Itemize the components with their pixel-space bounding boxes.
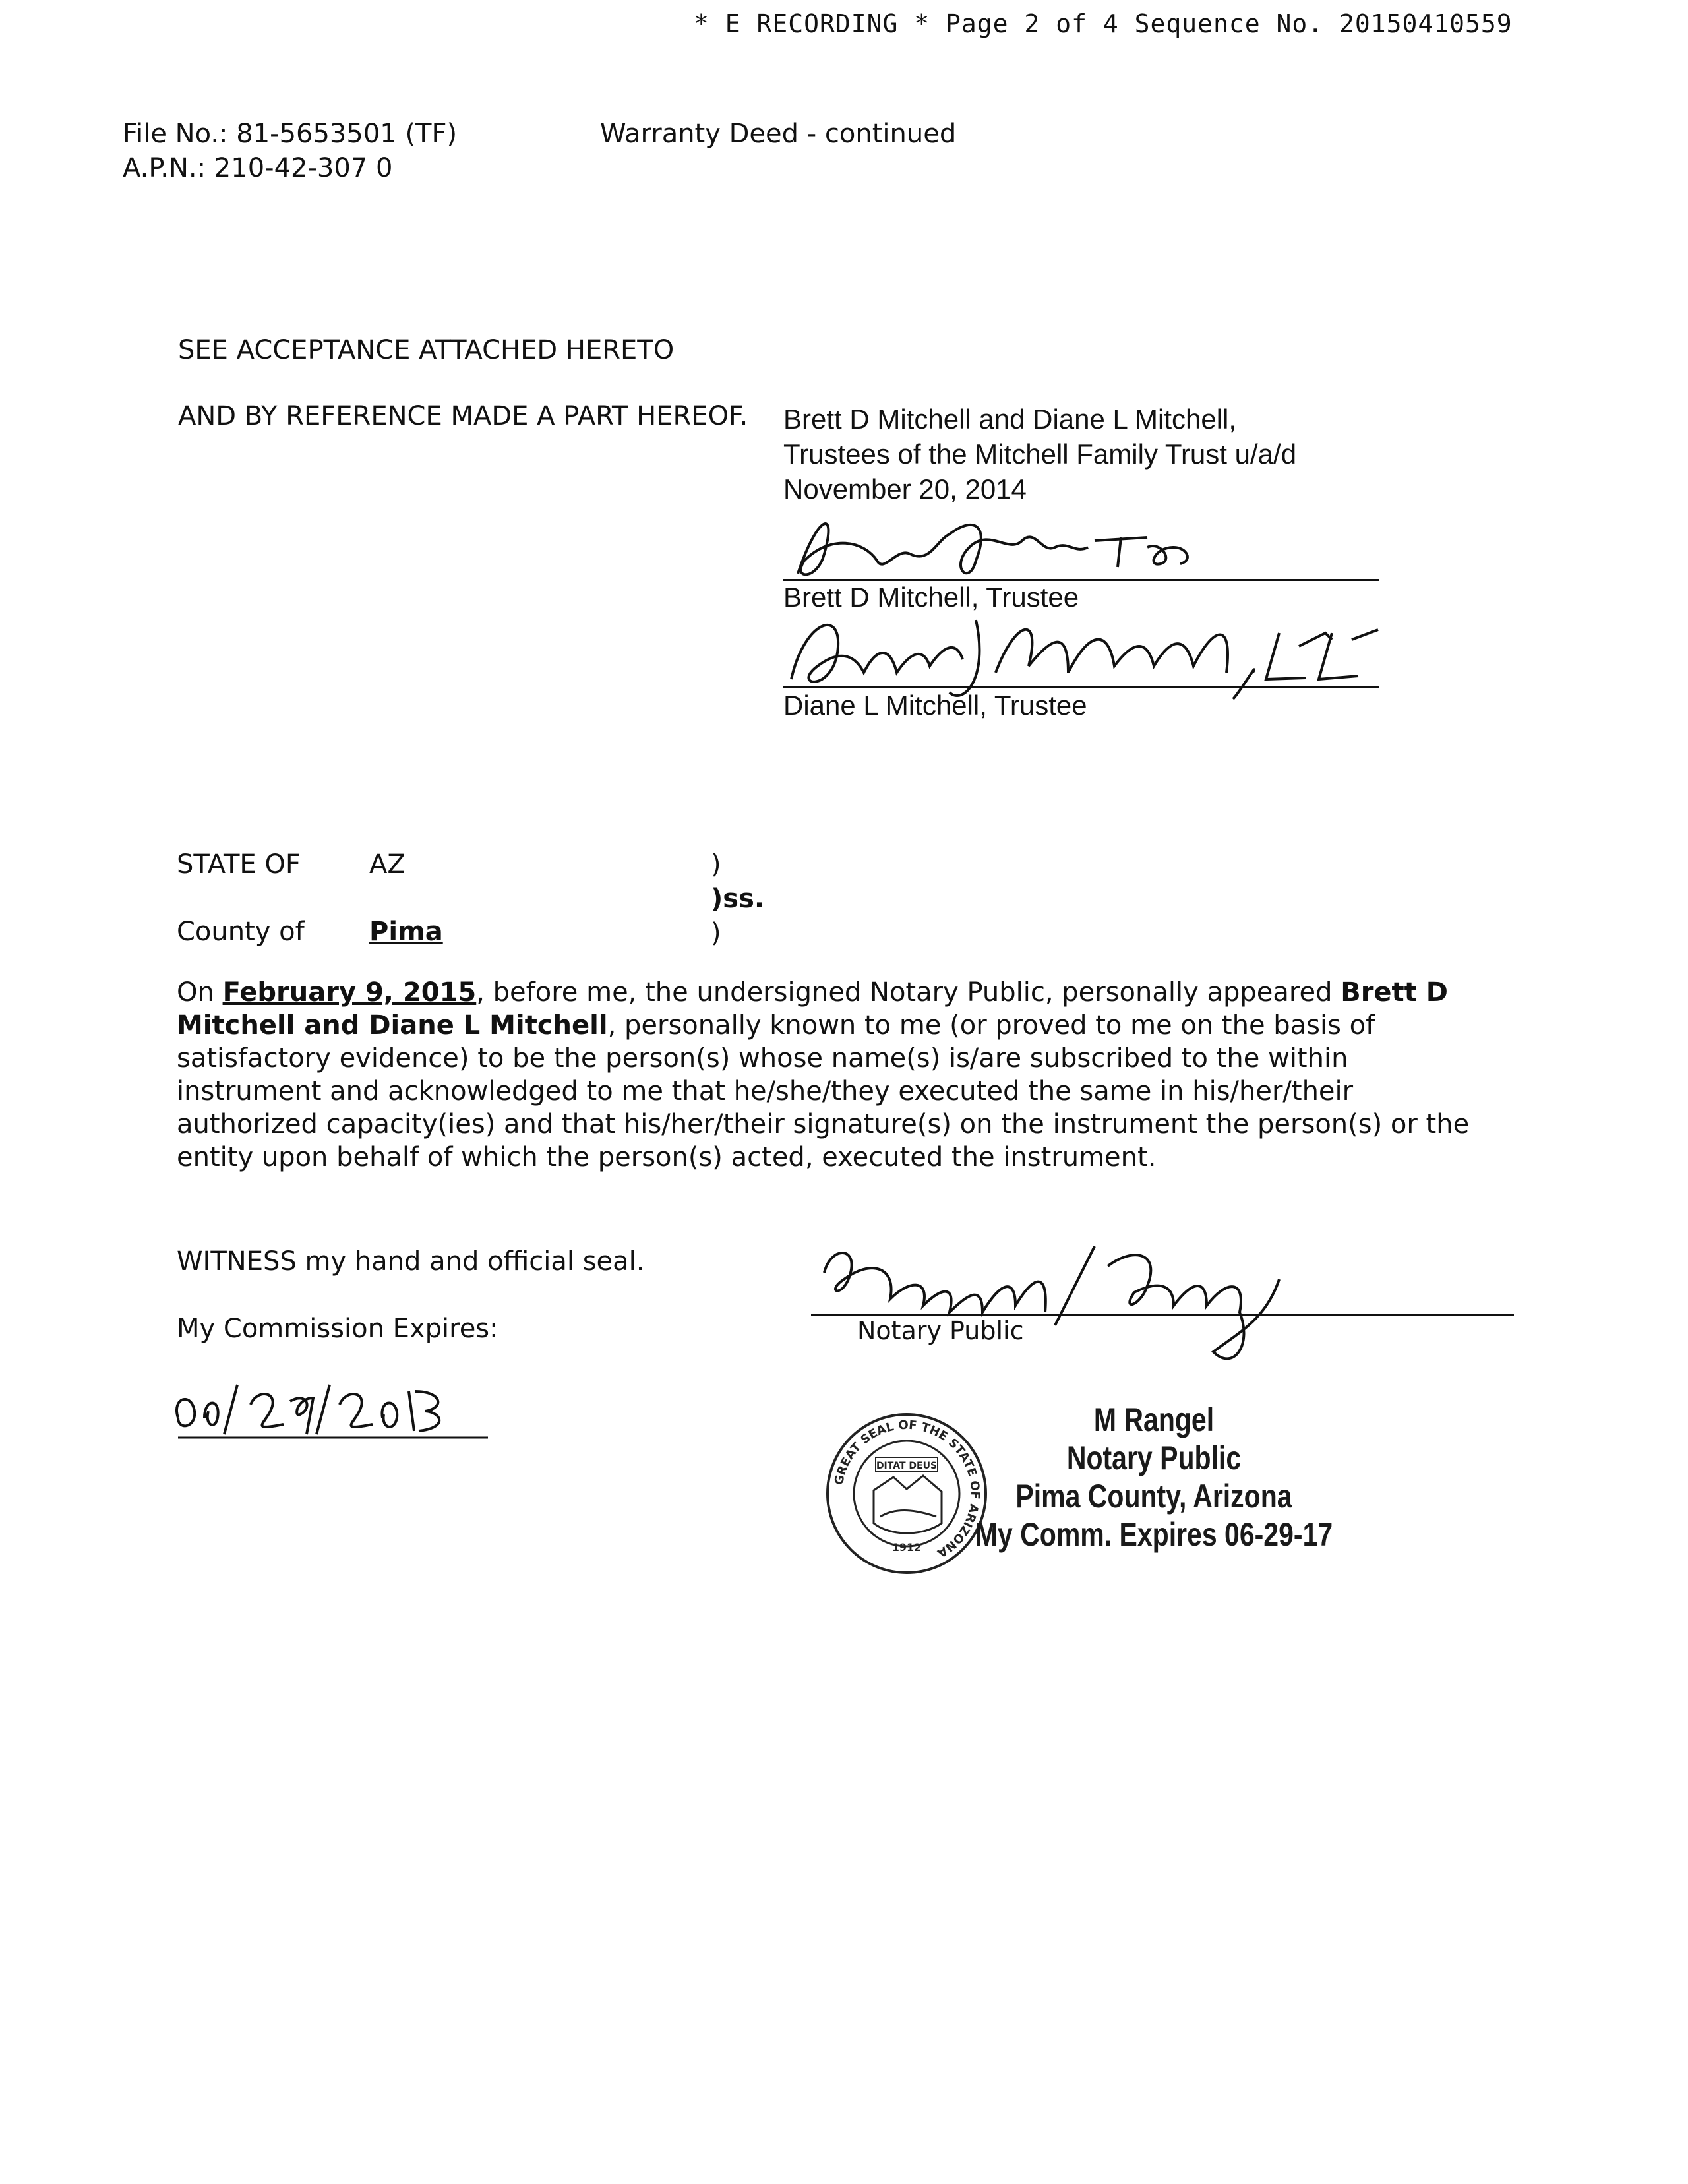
notary-signature (818, 1240, 1477, 1372)
venue-paren-2: ) (711, 918, 721, 948)
grantor-line-3: November 20, 2014 (783, 473, 1027, 504)
signature-line-2 (783, 686, 1379, 688)
stamp-notary-title: Notary Public (1066, 1440, 1242, 1476)
witness-line: WITNESS my hand and official seal. (177, 1246, 645, 1277)
file-number: File No.: 81-5653501 (TF) (123, 119, 458, 149)
ack-text-1: , before me, the undersigned Notary Public, personally appeared (476, 977, 1341, 1008)
signature-line-1 (783, 579, 1379, 581)
state-label: STATE OF (177, 849, 301, 880)
recording-header: * E RECORDING * Page 2 of 4 Sequence No. 20150410559 (694, 9, 1513, 38)
venue-ss: )ss. (711, 884, 765, 914)
grantor-line-1: Brett D Mitchell and Diane L Mitchell, (783, 404, 1237, 435)
acceptance-line-2: AND BY REFERENCE MADE A PART HEREOF. (178, 401, 748, 431)
commission-label: My Commission Expires: (177, 1314, 498, 1344)
apn-number: A.P.N.: 210-42-307 0 (123, 153, 393, 183)
ack-names: Brett D Mitchell and Diane L Mitchell (177, 977, 1448, 1041)
state-value: AZ (369, 849, 406, 880)
venue-paren-1: ) (711, 849, 721, 880)
signer-2-name: Diane L Mitchell, Trustee (783, 690, 1087, 721)
county-value: Pima (369, 917, 443, 947)
acceptance-line-1: SEE ACCEPTANCE ATTACHED HERETO (178, 335, 675, 365)
ack-date: February 9, 2015 (222, 977, 477, 1008)
ack-on: On (177, 977, 223, 1008)
notary-public-label: Notary Public (857, 1316, 1024, 1345)
seal-ring-text: GREAT SEAL OF THE STATE OF ARIZONA (831, 1418, 982, 1560)
stamp-notary-name: M Rangel (1093, 1401, 1215, 1438)
signer-1-name: Brett D Mitchell, Trustee (783, 582, 1079, 613)
acknowledgment-paragraph (177, 976, 1495, 1174)
stamp-county: Pima County, Arizona (1015, 1478, 1292, 1515)
seal-motto: DITAT DEUS (876, 1461, 938, 1471)
seal-year: 1912 (891, 1541, 922, 1554)
grantor-line-2: Trustees of the Mitchell Family Trust u/a/d (783, 439, 1297, 470)
ack-text-2: , personally known to me (or proved to me on the basis of satisfactory evidence) to be the person(s) whose name(s) is/are subscribed to the within instrument and acknowledged to me that he/she/they executed the same in his/her/their authorized capacity(ies) and that his/her/their signature(s) on the instrument the person(s) or the entity upon behalf of which the person(s) acted, executed the instrument. (177, 1010, 1470, 1172)
stamp-expiration: My Comm. Expires 06-29-17 (975, 1516, 1333, 1553)
document-title: Warranty Deed - continued (600, 119, 957, 149)
county-label: County of (177, 917, 305, 947)
notary-signature-line (811, 1314, 1514, 1316)
handwritten-commission-date (165, 1372, 495, 1444)
commission-date-text (171, 1418, 210, 1425)
